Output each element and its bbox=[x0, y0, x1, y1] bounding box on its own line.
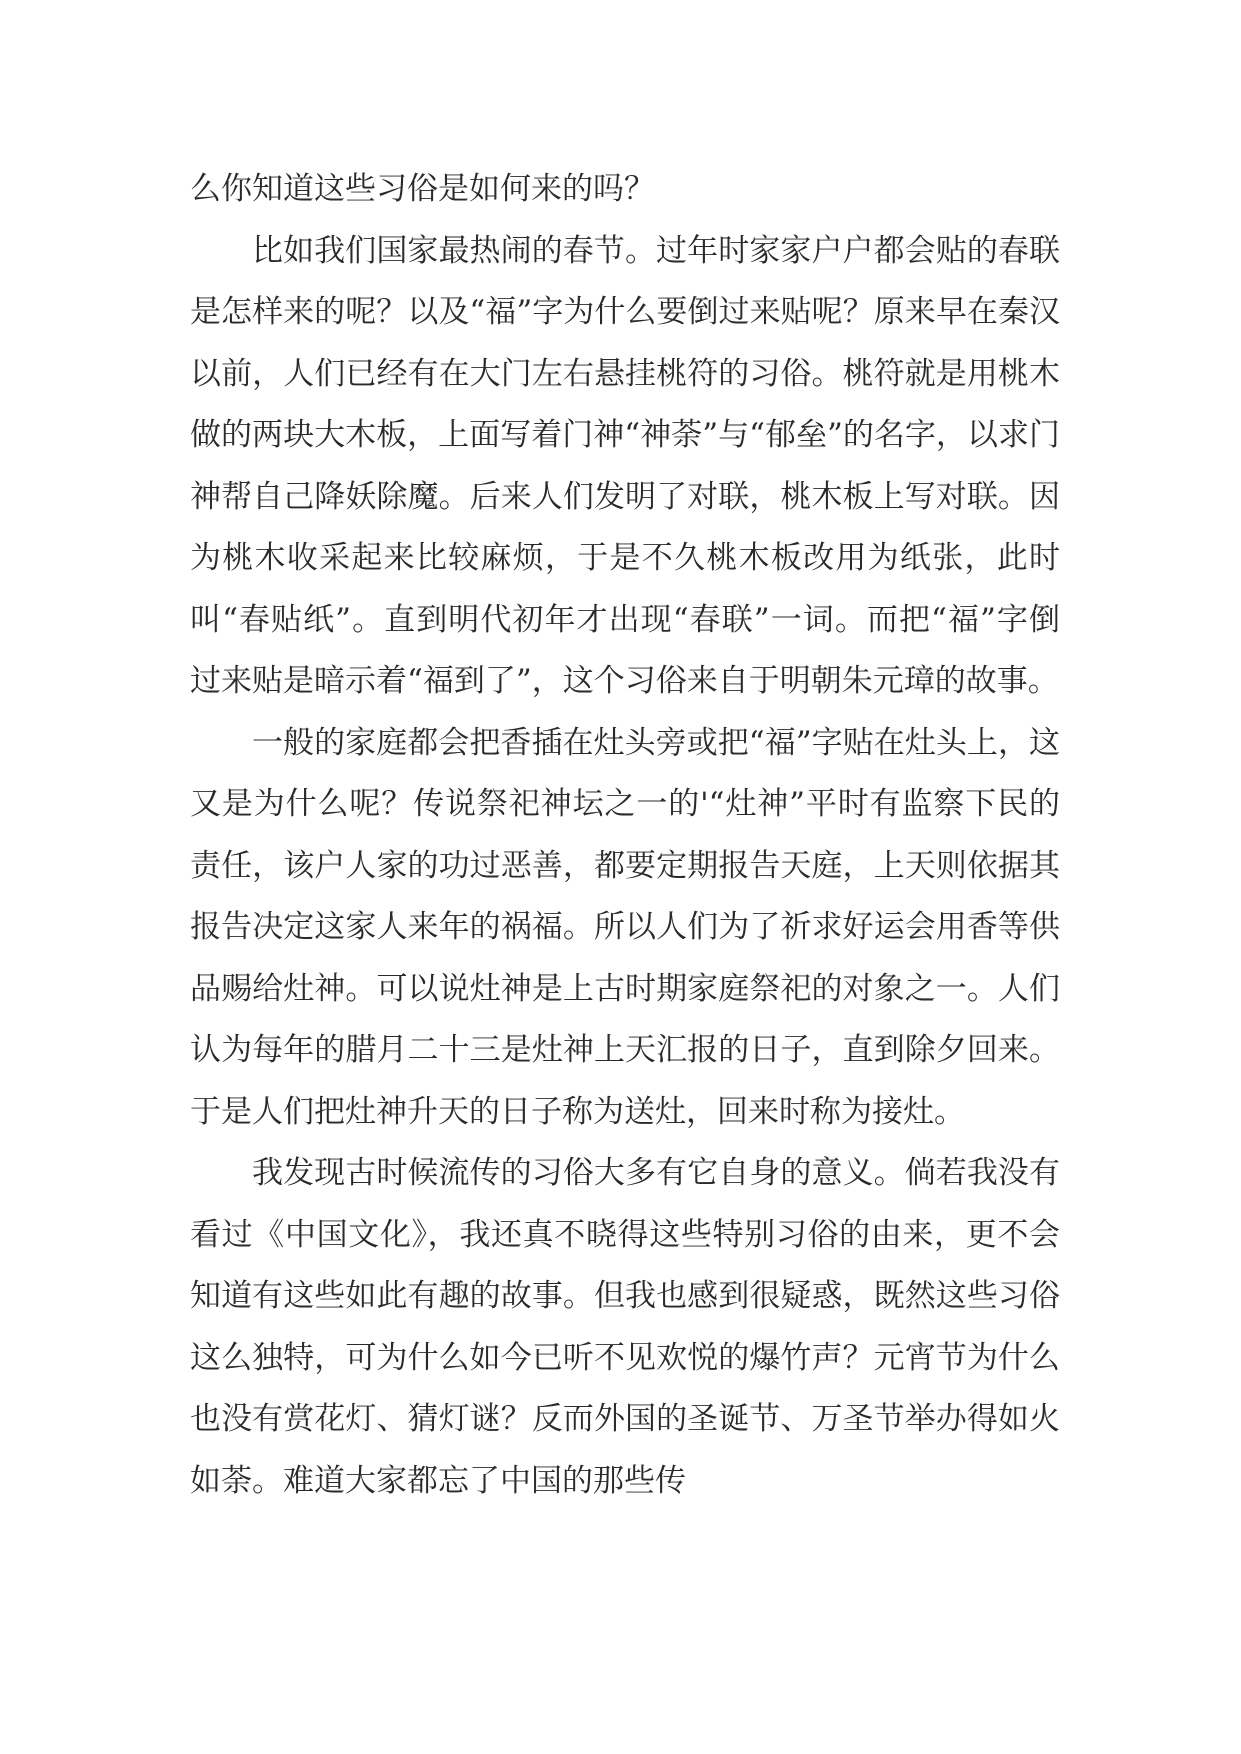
paragraph-4: 我发现古时候流传的习俗大多有它自身的意义。倘若我没有看过《中国文化》，我还真不晓得这些特别习俗的由来，更不会知道有这些如此有趣的故事。但我也感到很疑惑，既然这些习俗这么独特，可为什么如今已听不见欢悦的爆竹声？元宵节为什么也没有赏花灯、猜灯谜？反而外国的圣诞节、万圣节举办得如火如荼。难道大家都忘了中国的那些传 bbox=[190, 1155, 1060, 1499]
body-text bbox=[190, 159, 1060, 1512]
paragraph-1: 么你知道这些习俗是如何来的吗？ bbox=[190, 171, 655, 207]
paragraph-3: 一般的家庭都会把香插在灶头旁或把“福”字贴在灶头上，这又是为什么呢？传说祭祀神坛之一的'“灶神”平时有监察下民的责任，该户人家的功过恶善，都要定期报告天庭，上天则依据其报告决定这家人来年的祸福。所以人们为了祈求好运会用香等供品赐给灶神。可以说灶神是上古时期家庭祭祀的对象之一。人们认为每年的腊月二十三是灶神上天汇报的日子，直到除夕回来。于是人们把灶神升天的日子称为送灶，回来时称为接灶。 bbox=[190, 724, 1060, 1130]
paragraph-2: 比如我们国家最热闹的春节。过年时家家户户都会贴的春联是怎样来的呢？以及“福”字为什么要倒过来贴呢？原来早在秦汉以前，人们已经有在大门左右悬挂桃符的习俗。桃符就是用桃木做的两块大木板，上面写着门神“神荼”与“郁垒”的名字，以求门神帮自己降妖除魔。后来人们发明了对联，桃木板上写对联。因为桃木收采起来比较麻烦，于是不久桃木板改用为纸张，此时叫“春贴纸”。直到明代初年才出现“春联”一词。而把“福”字倒过来贴是暗示着“福到了”，这个习俗来自于明朝朱元璋的故事。 bbox=[190, 232, 1060, 699]
